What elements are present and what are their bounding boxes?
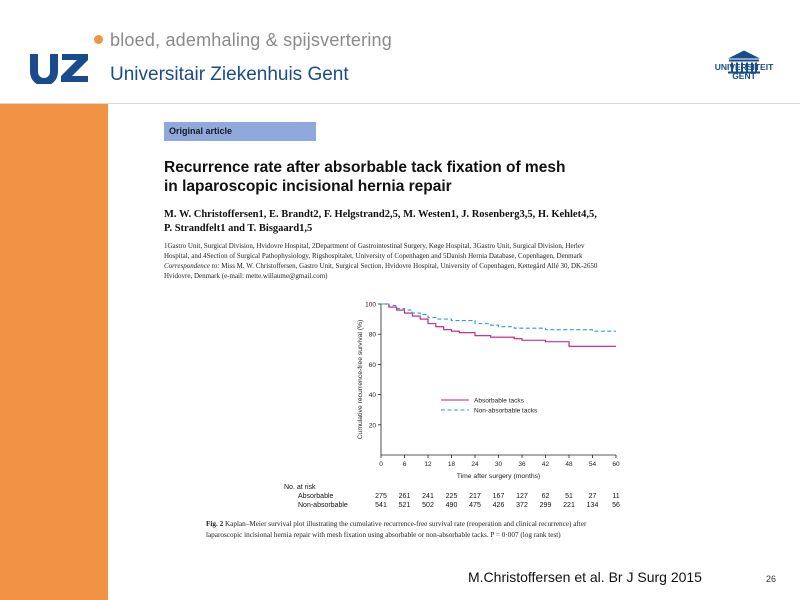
orange-sidebar	[0, 104, 108, 600]
citation: M.Christoffersen et al. Br J Surg 2015	[468, 569, 702, 585]
paper-affiliations: 1Gastro Unit, Surgical Division, Hvidovre Hospital, 2Department of Gastrointestinal Surgery, Køge Hospital, 3Gastro Unit, Surgical Division, Herlev Hospital, and 4Section of Surgical Pathophysiology, Rigshospitalet, University of Copenhagen and 5Danish Hernia Database, Copenhagen, Denmark Correspondence to: Miss M. W. Christoffersen, Gastro Unit, Surgical Section, Hvidovre Hospital, University of Copenhagen, Kettegård Allé 30, DK-2650 Hvidovre, Denmark (e-mail: mette.willaume@gmail.com)	[164, 242, 598, 280]
x-tick-label: 60	[612, 461, 620, 468]
hospital-tagline: bloed, ademhaling & spijsvertering	[110, 30, 392, 50]
y-tick-label: 80	[368, 331, 376, 339]
risk-cell: 217	[469, 493, 481, 500]
risk-cell: 426	[492, 502, 505, 509]
y-tick-label: 100	[365, 301, 376, 309]
figure-caption: Fig. 2 Kaplan–Meier survival plot illustrating the cumulative recurrence-free survival rate (reoperation and clinical recurrence) after laparoscopic incisional hernia repair with mesh fixation using absorbable or non-absorbable tacks. P = 0·007 (log rank test)	[206, 520, 587, 539]
uz-logo	[28, 52, 90, 84]
risk-cell: 241	[422, 493, 434, 500]
risk-cell: 275	[375, 493, 387, 500]
risk-cell: 51	[565, 493, 573, 500]
risk-table-header-row	[284, 484, 644, 493]
risk-cell: 225	[445, 493, 458, 500]
section-badge: Original article	[164, 122, 316, 141]
x-axis-title: Time after surgery (months)	[456, 473, 541, 480]
y-axis-title: Cumulative recurrence-free survival (%)	[357, 319, 364, 440]
hospital-name: Universitair Ziekenhuis Gent	[110, 64, 349, 85]
x-tick-label: 6	[402, 461, 407, 468]
risk-table-row	[284, 493, 644, 502]
legend-entry: Non-absorbable tacks	[474, 407, 538, 415]
risk-cell: 541	[375, 502, 387, 509]
risk-cell: 62	[541, 493, 550, 500]
x-tick-label: 54	[588, 461, 597, 468]
x-tick-label: 48	[565, 461, 573, 468]
risk-cell: 502	[422, 502, 434, 509]
risk-cell: 372	[516, 502, 528, 509]
risk-cell: 261	[398, 493, 411, 500]
x-tick-label: 0	[379, 461, 383, 468]
y-tick-label: 40	[368, 392, 376, 400]
correspondence-label: Correspondence to:	[164, 262, 220, 270]
risk-table-header: No. at risk	[284, 484, 316, 491]
university-name: UNIVERSITEIT GENT	[714, 62, 774, 81]
risk-table-row	[284, 502, 644, 511]
paper-excerpt	[108, 104, 800, 600]
x-tick-label: 36	[518, 461, 526, 468]
x-tick-label: 12	[424, 461, 432, 468]
risk-cell: 221	[563, 502, 575, 509]
risk-cell: 490	[445, 502, 458, 509]
risk-cell: 127	[516, 493, 528, 500]
slide-header	[0, 0, 800, 104]
x-tick-label: 42	[541, 461, 550, 468]
tagline-bullet	[94, 35, 103, 44]
figure-label: Fig. 2	[206, 520, 224, 528]
survival-curve-non-absorbable	[381, 304, 616, 331]
risk-cell: 56	[612, 502, 620, 509]
x-tick-label: 18	[447, 461, 456, 468]
risk-cell: 521	[398, 502, 411, 509]
legend-entry: Absorbable tacks	[474, 397, 524, 405]
paper-authors: M. W. Christoffersen1, E. Brandt2, F. Helgstrand2,5, M. Westen1, J. Rosenberg3,5, H. Kehlet4,5, P. Strandfelt1 and T. Bisgaard1,5	[164, 209, 597, 234]
risk-cell: 11	[612, 493, 620, 500]
x-tick-label: 24	[471, 461, 479, 468]
x-tick-label: 30	[494, 461, 503, 468]
risk-cell: 27	[588, 493, 597, 500]
y-tick-label: 20	[368, 422, 376, 430]
risk-row-label: Non-absorbable	[298, 502, 348, 509]
risk-cell: 134	[586, 502, 599, 509]
y-tick-label: 60	[368, 361, 376, 369]
risk-cell: 475	[469, 502, 481, 509]
paper-title: Recurrence rate after absorbable tack fixation of mesh in laparoscopic incisional hernia repair	[164, 159, 566, 195]
page-number: 26	[766, 574, 777, 584]
risk-cell: 299	[539, 502, 552, 509]
risk-cell: 167	[492, 493, 505, 500]
risk-row-label: Absorbable	[298, 493, 334, 500]
